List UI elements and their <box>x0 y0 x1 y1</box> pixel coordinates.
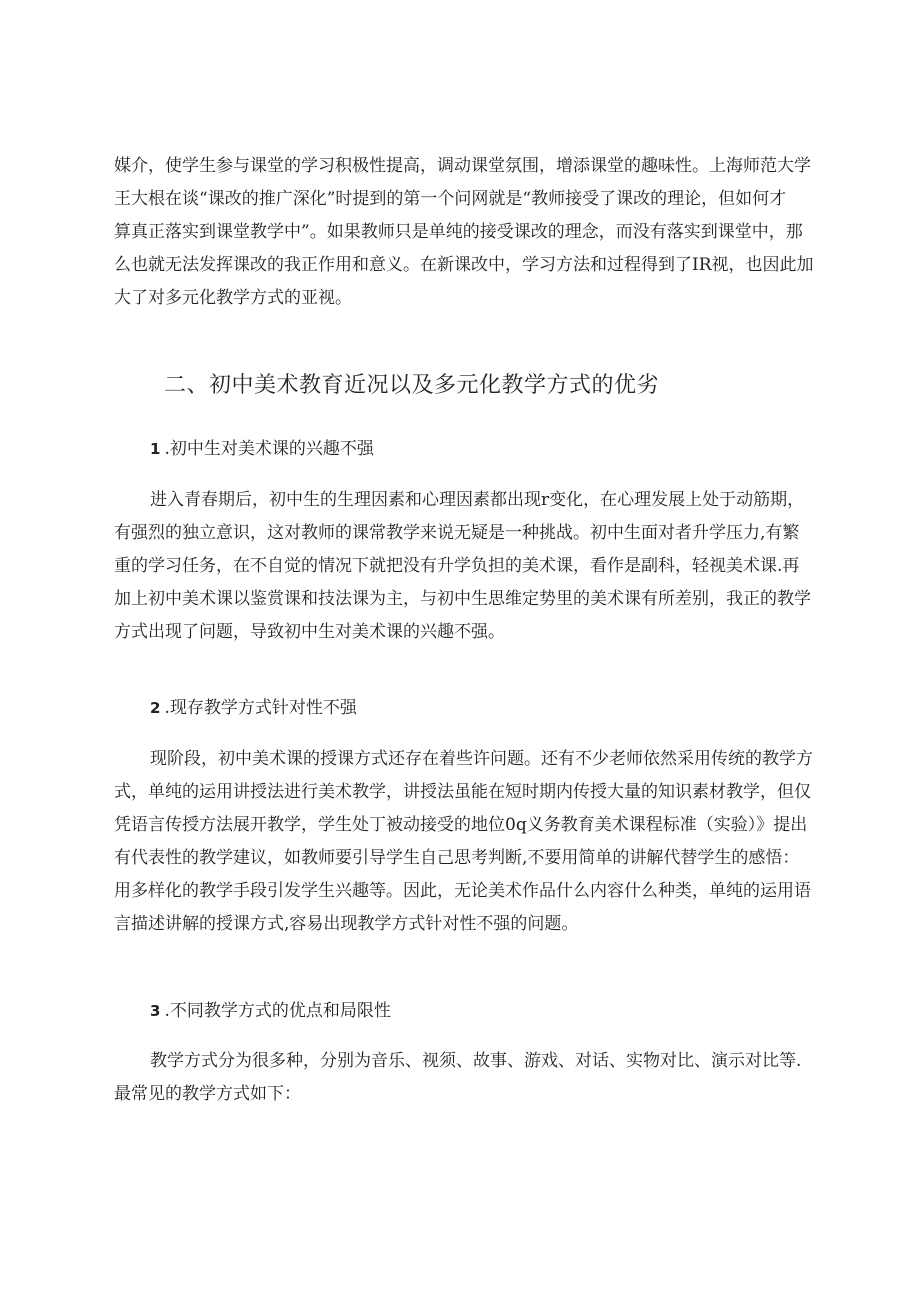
text-line: 用多样化的教学手段引发学生兴趣等。因此，无论美术作品什么内容什么种类，单纯的运用语 <box>114 881 811 901</box>
section-heading: 二、初中美术教育近况以及多元化教学方式的优劣 <box>164 373 660 398</box>
subsection-title: .初中生对美术课的兴趣不强 <box>164 439 374 459</box>
paragraph-teaching-methods <box>114 743 814 941</box>
paragraph-teaching-media <box>114 150 814 315</box>
paragraph-teaching-types <box>114 1045 814 1111</box>
text-line: 式，单纯的运用讲授法进行美术教学，讲授法虽能在短时期内传授大量的知识素材教学，但仅 <box>114 782 811 802</box>
subsection-heading-1 <box>150 434 374 459</box>
text-line: 算真正落实到课堂教学中”。如果教师只是单纯的接受课改的理念，而没有落实到课堂中，那 <box>114 222 803 242</box>
text-line: 现阶段，初中美术课的授课方式还存在着些许问题。还有不少老师依然采用传统的教学方 <box>150 749 813 769</box>
subsection-title: .现存教学方式针对性不强 <box>164 698 357 718</box>
subsection-heading-2 <box>150 693 357 718</box>
text-line: 有代表性的教学建议，如教师要引导学生自己思考判断,不要用简单的讲解代替学生的感悟： <box>114 848 800 868</box>
text-line: 方式出现了问题，导致初中生对美术课的兴趣不强。 <box>114 622 505 642</box>
text-line: 凭语言传授方法展开教学，学生处丁被动接受的地位0q义务教育美术课程标准（实验）》提出 <box>114 815 808 835</box>
text-line: 有强烈的独立意识，这对教师的课常教学来说无疑是一种挑战。初中生面对者升学压力,有繁 <box>114 523 800 543</box>
text-line: 进入青春期后，初中生的生理因素和心理因素都出现r变化，在心理发展上处于动筋期， <box>150 490 805 510</box>
text-line: 重的学习任务，在不自觉的情况下就把没有升学负担的美术课，看作是副科，轻视美术课.再 <box>114 556 800 576</box>
text-line: 最常见的教学方式如下： <box>114 1084 301 1104</box>
text-line: 王大根在谈“课改的推广深化”时提到的第一个问网就是“教师接受了课改的理论，但如何才 <box>114 189 787 209</box>
text-line: 教学方式分为很多种，分别为音乐、视须、故事、游戏、对话、实物对比、演示对比等. <box>150 1051 802 1071</box>
text-line: 言描述讲解的授课方式,容易出现教学方式针对性不强的问题。 <box>114 914 579 934</box>
subsection-number: 1 <box>150 440 161 458</box>
text-line: 么也就无法发挥课改的我正作用和意义。在新课改中，学习方法和过程得到了IR视，也因此加 <box>114 255 814 275</box>
text-line: 加上初中美术课以鉴赏课和技法课为主，与初中生思维定势里的美术课有所差别，我正的教学 <box>114 589 811 609</box>
paragraph-student-interest <box>114 484 814 649</box>
text-line: 媒介，使学生参与课堂的学习积极性提高，调动课堂氛围，增添课堂的趣味性。上海师范大学 <box>114 156 811 176</box>
subsection-title: .不同教学方式的优点和局限性 <box>164 1001 391 1021</box>
subsection-heading-3 <box>150 996 391 1021</box>
subsection-number: 2 <box>150 699 161 717</box>
text-line: 大了对多元化教学方式的亚视。 <box>114 288 352 308</box>
subsection-number: 3 <box>150 1002 161 1020</box>
